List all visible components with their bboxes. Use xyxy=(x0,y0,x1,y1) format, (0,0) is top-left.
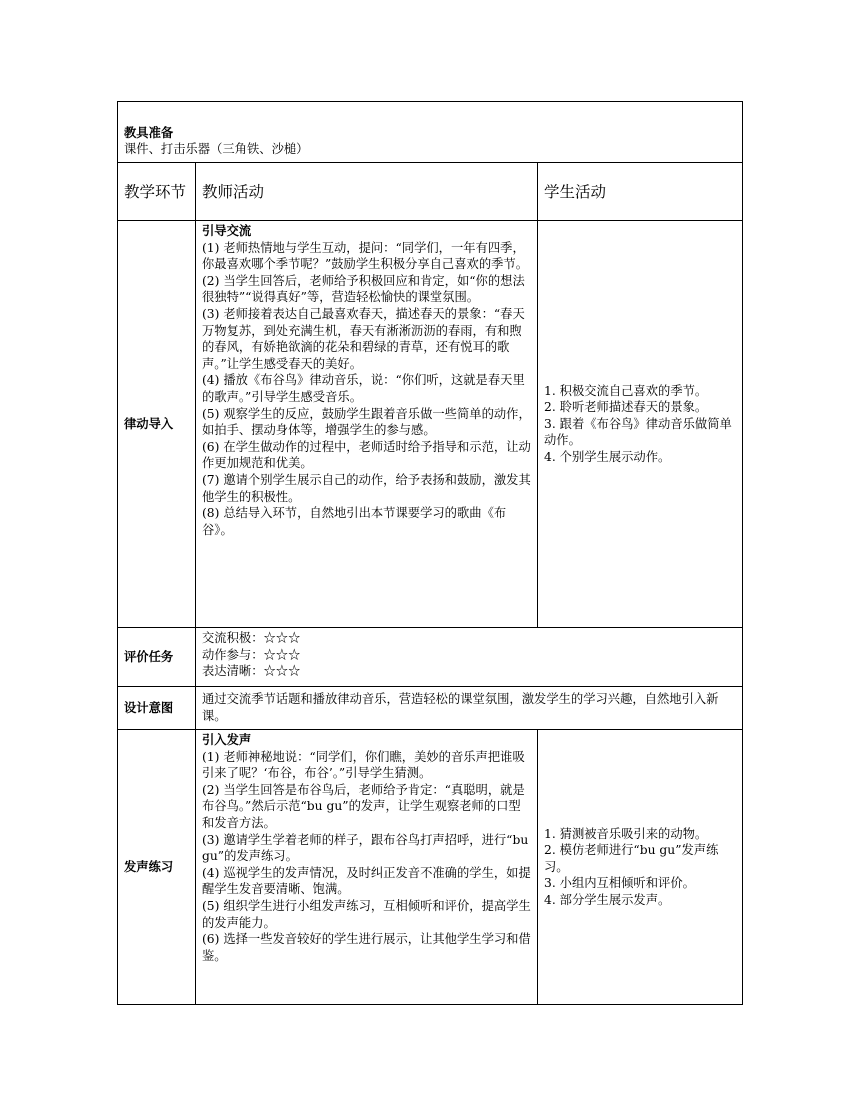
section1-name: 律动导入 xyxy=(118,221,196,628)
evaluation-name: 评价任务 xyxy=(118,628,196,687)
section2-teacher xyxy=(196,730,538,1005)
teacher-item: (3) 老师接着表达自己最喜欢春天，描述春天的景象：“春天万物复苏，到处充满生机，春天有淅淅沥沥的春雨，有和煦的春风，有娇艳欲滴的花朵和碧绿的青草，还有悦耳的歌声。”让学生感受春天的美好。 xyxy=(202,306,525,371)
teacher-item: (4) 巡视学生的发声情况，及时纠正发音不准确的学生，如提醒学生发音要清晰、饱满。 xyxy=(202,865,531,897)
student-item: 1. 猜测被音乐吸引来的动物。 xyxy=(544,826,708,841)
header-row xyxy=(118,163,743,221)
teacher-item: (6) 在学生做动作的过程中，老师适时给予指导和示范，让动作更加规范和优美。 xyxy=(202,439,531,471)
teacher-item: (7) 邀请个别学生展示自己的动作，给予表扬和鼓励，激发其他学生的积极性。 xyxy=(202,472,531,504)
teacher-item: (1) 老师热情地与学生互动，提问：“同学们，一年有四季，你最喜欢哪个季节呢？”鼓励学生积极分享自己喜欢的季节。 xyxy=(202,240,529,272)
student-item: 1. 积极交流自己喜欢的季节。 xyxy=(544,383,708,398)
section1-student xyxy=(538,221,743,628)
teacher-item: (2) 当学生回答是布谷鸟后，老师给予肯定：“真聪明，就是布谷鸟。”然后示范“bu gu”的发声，让学生观察老师的口型和发音方法。 xyxy=(202,782,525,830)
teacher-item: (3) 邀请学生学着老师的样子，跟布谷鸟打声招呼，进行“bu gu”的发声练习。 xyxy=(202,832,529,864)
section1-row xyxy=(118,221,743,628)
student-item: 4. 部分学生展示发声。 xyxy=(544,892,671,907)
prep-cell xyxy=(118,102,743,163)
student-item: 3. 跟着《布谷鸟》律动音乐做简单动作。 xyxy=(544,416,732,448)
evaluation-line: 动作参与：☆☆☆ xyxy=(202,647,301,662)
teacher-item: (8) 总结导入环节，自然地引出本节课要学习的歌曲《布谷》。 xyxy=(202,506,507,537)
prep-row xyxy=(118,102,743,163)
section2-row xyxy=(118,730,743,1005)
lesson-plan-table xyxy=(117,101,743,1005)
section1-teacher xyxy=(196,221,538,628)
prep-content: 课件、打击乐器（三角铁、沙槌） xyxy=(124,142,309,157)
section2-teacher-title: 引入发声 xyxy=(202,733,252,747)
section2-name: 发声练习 xyxy=(118,730,196,1005)
student-item: 3. 小组内互相倾听和评价。 xyxy=(544,876,695,891)
evaluation-line: 交流积极：☆☆☆ xyxy=(202,631,301,645)
evaluation-content xyxy=(196,628,743,687)
teacher-item: (4) 播放《布谷鸟》律动音乐，说：“你们听，这就是春天里的歌声。”引导学生感受音乐。 xyxy=(202,373,525,404)
header-student: 学生活动 xyxy=(538,163,743,221)
design-row xyxy=(118,687,743,730)
header-stage: 教学环节 xyxy=(118,163,196,221)
teacher-item: (6) 选择一些发音较好的学生进行展示，让其他学生学习和借鉴。 xyxy=(202,932,531,963)
design-name: 设计意图 xyxy=(118,687,196,730)
section2-student xyxy=(538,730,743,1005)
teacher-item: (5) 组织学生进行小组发声练习，互相倾听和评价，提高学生的发声能力。 xyxy=(202,898,531,930)
evaluation-row xyxy=(118,628,743,687)
student-item: 4. 个别学生展示动作。 xyxy=(544,449,671,464)
evaluation-line: 表达清晰：☆☆☆ xyxy=(202,664,301,679)
student-item: 2. 聆听老师描述春天的景象。 xyxy=(544,400,708,415)
student-item: 2. 模仿老师进行“bu gu”发声练习。 xyxy=(544,843,719,874)
section1-teacher-title: 引导交流 xyxy=(202,224,252,238)
teacher-item: (2) 当学生回答后，老师给予积极回应和肯定，如“你的想法很独特”“说得真好”等，营造轻松愉快的课堂氛围。 xyxy=(202,273,525,305)
header-teacher: 教师活动 xyxy=(196,163,538,221)
prep-title: 教具准备 xyxy=(124,125,174,140)
design-content: 通过交流季节话题和播放律动音乐，营造轻松的课堂氛围，激发学生的学习兴趣，自然地引入新课。 xyxy=(196,687,743,730)
teacher-item: (1) 老师神秘地说：“同学们，你们瞧，美妙的音乐声把谁吸引来了呢？‘布谷，布谷’。”引导学生猜测。 xyxy=(202,749,525,781)
teacher-item: (5) 观察学生的反应，鼓励学生跟着音乐做一些简单的动作，如拍手、摆动身体等，增强学生的参与感。 xyxy=(202,406,531,438)
